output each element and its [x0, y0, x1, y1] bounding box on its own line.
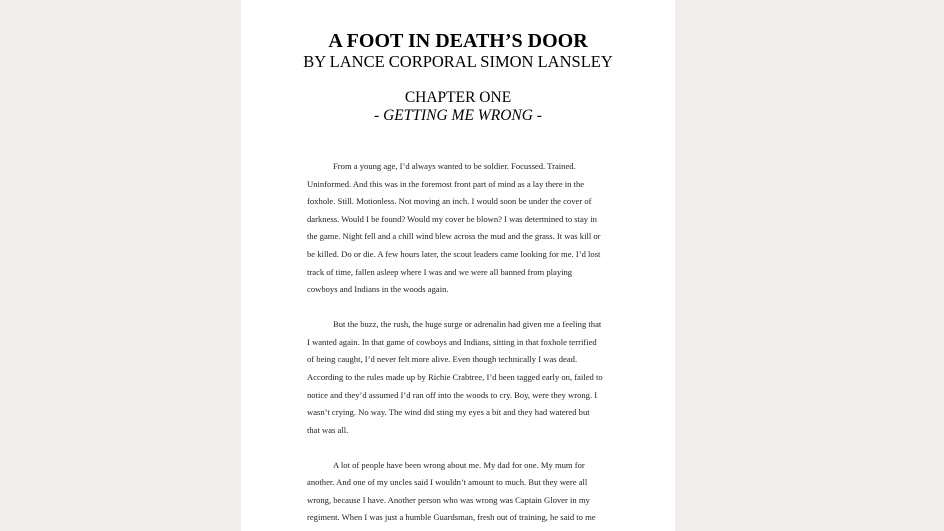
body-line: But the buzz, the rush, the huge surge or adrenalin had given me a feeling that: [333, 319, 602, 329]
body-line: Uninformed. And this was in the foremost front part of mind as a lay there in the: [307, 179, 585, 189]
document-byline: BY LANCE CORPORAL SIMON LANSLEY: [303, 52, 613, 71]
body-line: another. And one of my uncles said I wouldn’t amount to much. But they were all: [307, 477, 588, 487]
chapter-heading: CHAPTER ONE: [404, 89, 512, 106]
body-line: the game. Night fell and a chill wind blew across the mud and the grass. It was kill or: [307, 231, 601, 241]
body-line: foxhole. Still. Motionless. Not moving an inch. I would soon be under the cover of: [307, 196, 592, 206]
body-line: darkness. Would I be found? Would my cover be blown? I was determined to stay in: [307, 214, 597, 224]
body-line: cowboys and Indians in the woods again.: [307, 284, 449, 294]
document-title: A FOOT IN DEATH’S DOOR: [328, 30, 588, 52]
body-line: wasn’t crying. No way. The wind did sting my eyes a bit and they had watered but: [307, 407, 590, 417]
body-line: track of time, fallen asleep where I was and we were all banned from playing: [307, 267, 573, 277]
body-line: regiment. When I was just a humble Guardsman, fresh out of training, he said to me: [307, 512, 596, 522]
body-line: I wanted again. In that game of cowboys and Indians, sitting in that foxhole terrified: [307, 337, 597, 347]
body-line: According to the rules made up by Richie Crabtree, I’d been tagged early on, failed to: [307, 372, 603, 382]
document-page: [241, 0, 675, 531]
body-line: wrong, because I have. Another person who was wrong was Captain Glover in my: [307, 495, 590, 505]
body-line: be killed. Do or die. A few hours later, the scout leaders came looking for me. I’d lost: [307, 249, 601, 259]
body-line: notice and they’d assumed I’d ran off into the woods to cry. Boy, were they wrong. I: [307, 390, 598, 400]
body-line: of being caught, I’d never felt more alive. Even though technically I was dead.: [307, 354, 578, 364]
body-line: From a young age, I’d always wanted to be soldier. Focussed. Trained.: [333, 161, 576, 171]
body-line: that was all.: [307, 425, 349, 435]
body-line: A lot of people have been wrong about me. My dad for one. My mum for: [333, 460, 585, 470]
chapter-subtitle: - GETTING ME WRONG -: [374, 107, 542, 124]
